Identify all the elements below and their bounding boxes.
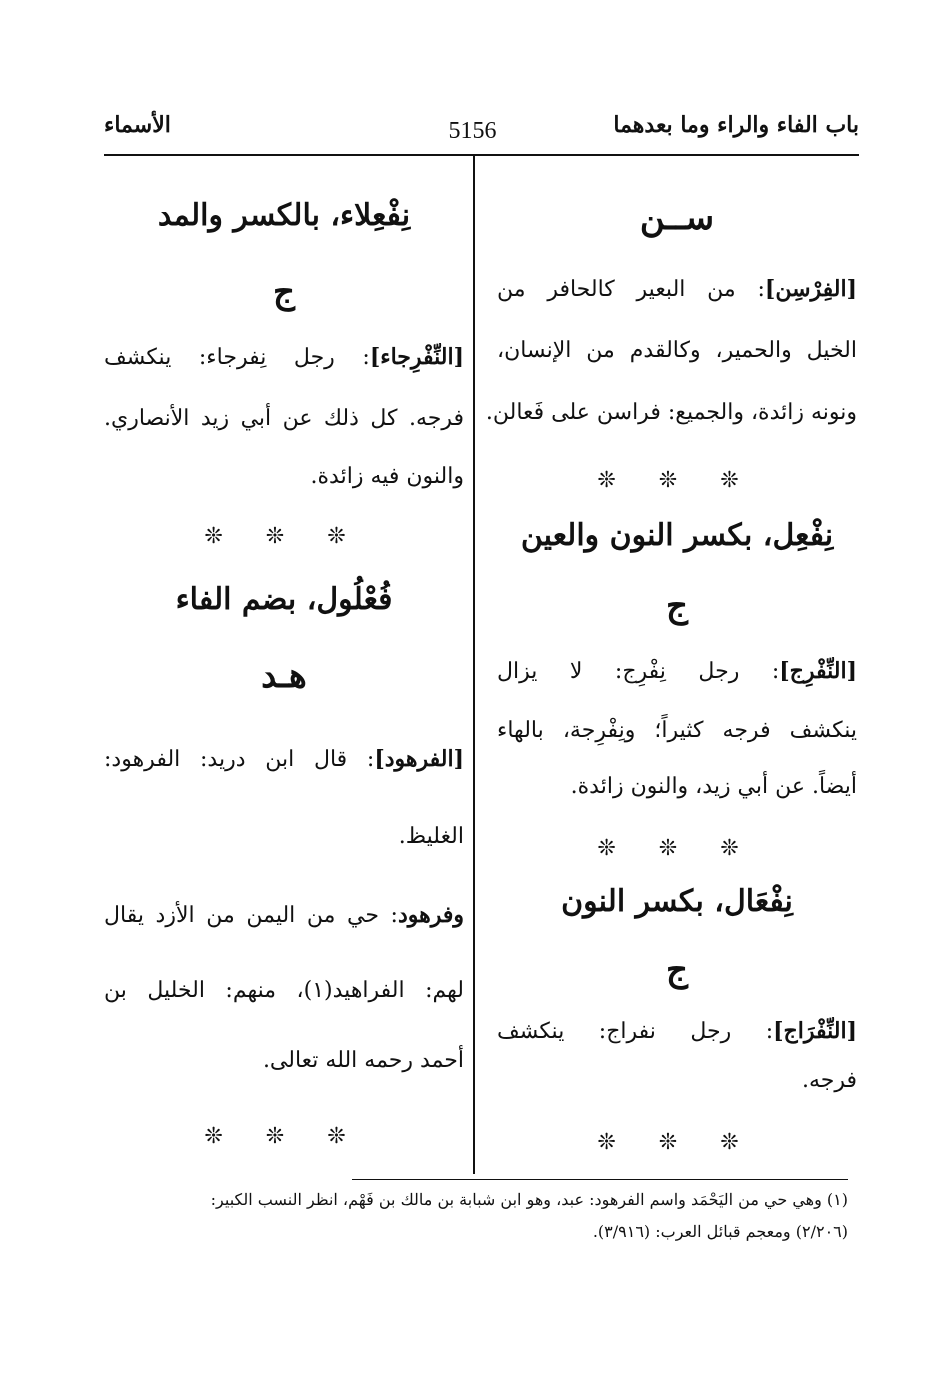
column-divider — [473, 156, 475, 1174]
entry-line: فرجه. — [801, 1068, 857, 1093]
entry-line: أيضاً. عن أبي زيد، والنون زائدة. — [570, 774, 857, 799]
pattern-heading: نِفْعِل، بكسر النون والعين — [520, 518, 834, 553]
root-letter: ج — [273, 272, 295, 312]
entry-line — [497, 658, 857, 684]
entry-line: لهم: الفراهيد(١)، منهم: الخليل بن — [104, 978, 464, 1003]
entry-line — [104, 344, 464, 370]
entry-line: أحمد رحمه الله تعالى. — [262, 1048, 464, 1073]
footnote-line: (٢/٢٠٦) ومعجم قبائل العرب: (٣/٩١٦). — [592, 1222, 848, 1241]
entry-keyword: [النِّفْرِجاء] — [369, 344, 464, 370]
entry-keyword: [الفِرْسِن] — [764, 276, 857, 302]
entry-line — [104, 746, 464, 772]
page-number: 5156 — [448, 118, 497, 144]
section-separator: ❊ ❊ ❊ — [204, 1124, 364, 1149]
entry-line — [104, 902, 464, 928]
pattern-heading: نِفْعَال، بكسر النون — [561, 884, 793, 919]
pattern-heading: فُعْلُول، بضم الفاء — [175, 582, 393, 617]
entry-line: ينكشف فرجه كثيراً؛ ونِفْرِجة، بالهاء — [497, 718, 857, 743]
root-letter: ج — [666, 586, 688, 626]
footnote-rule — [352, 1179, 848, 1180]
section-separator: ❊ ❊ ❊ — [597, 1130, 757, 1155]
entry-line — [497, 276, 857, 302]
section-separator: ❊ ❊ ❊ — [597, 468, 757, 493]
running-head-chapter: باب الفاء والراء وما بعدهما — [613, 112, 859, 138]
entry-line — [497, 1018, 857, 1044]
section-separator: ❊ ❊ ❊ — [597, 836, 757, 861]
root-heading: ســن — [639, 198, 715, 238]
entry-keyword: [النِّفْرَاج] — [773, 1018, 857, 1044]
root-letter: ج — [666, 950, 688, 990]
entry-keyword: [الفرهود] — [374, 746, 464, 772]
root-letter: هـد — [261, 656, 307, 696]
section-separator: ❊ ❊ ❊ — [204, 524, 364, 549]
entry-text: : رجل نفراج: ينكشف — [497, 1019, 774, 1044]
entry-line: والنون فيه زائدة. — [310, 464, 464, 489]
header-rule — [104, 154, 859, 156]
entry-line: الغليظ. — [398, 824, 464, 849]
entry-text: : حي من اليمن من الأزد يقال — [104, 903, 398, 928]
entry-line: الخيل والحمير، وكالقدم من الإنسان، — [497, 338, 857, 363]
footnote-line: (١) وهي حي من اليَحْمَد واسم الفرهود: عبد، وهو ابن شبابة بن مالك بن فَهْم، انظر النسب الكبير: — [210, 1190, 848, 1209]
entry-line: فرجه. كل ذلك عن أبي زيد الأنصاري. — [104, 406, 464, 431]
entry-keyword: وفرهود — [397, 902, 464, 928]
entry-text: : من البعير كالحافر من — [497, 277, 765, 302]
entry-text: : قال ابن دريد: الفرهود: — [104, 747, 375, 772]
pattern-heading: نِفْعِلاء، بالكسر والمد — [157, 198, 411, 233]
entry-line: ونونه زائدة، والجميع: فراسن على فَعالن. — [485, 400, 857, 425]
running-head-section: الأسماء — [104, 112, 171, 138]
entry-text: : رجل نِفرجاء: ينكشف — [104, 345, 370, 370]
entry-text: : رجل نِفْرِج: لا يزال — [497, 659, 780, 684]
entry-keyword: [النِّفْرِج] — [779, 658, 857, 684]
